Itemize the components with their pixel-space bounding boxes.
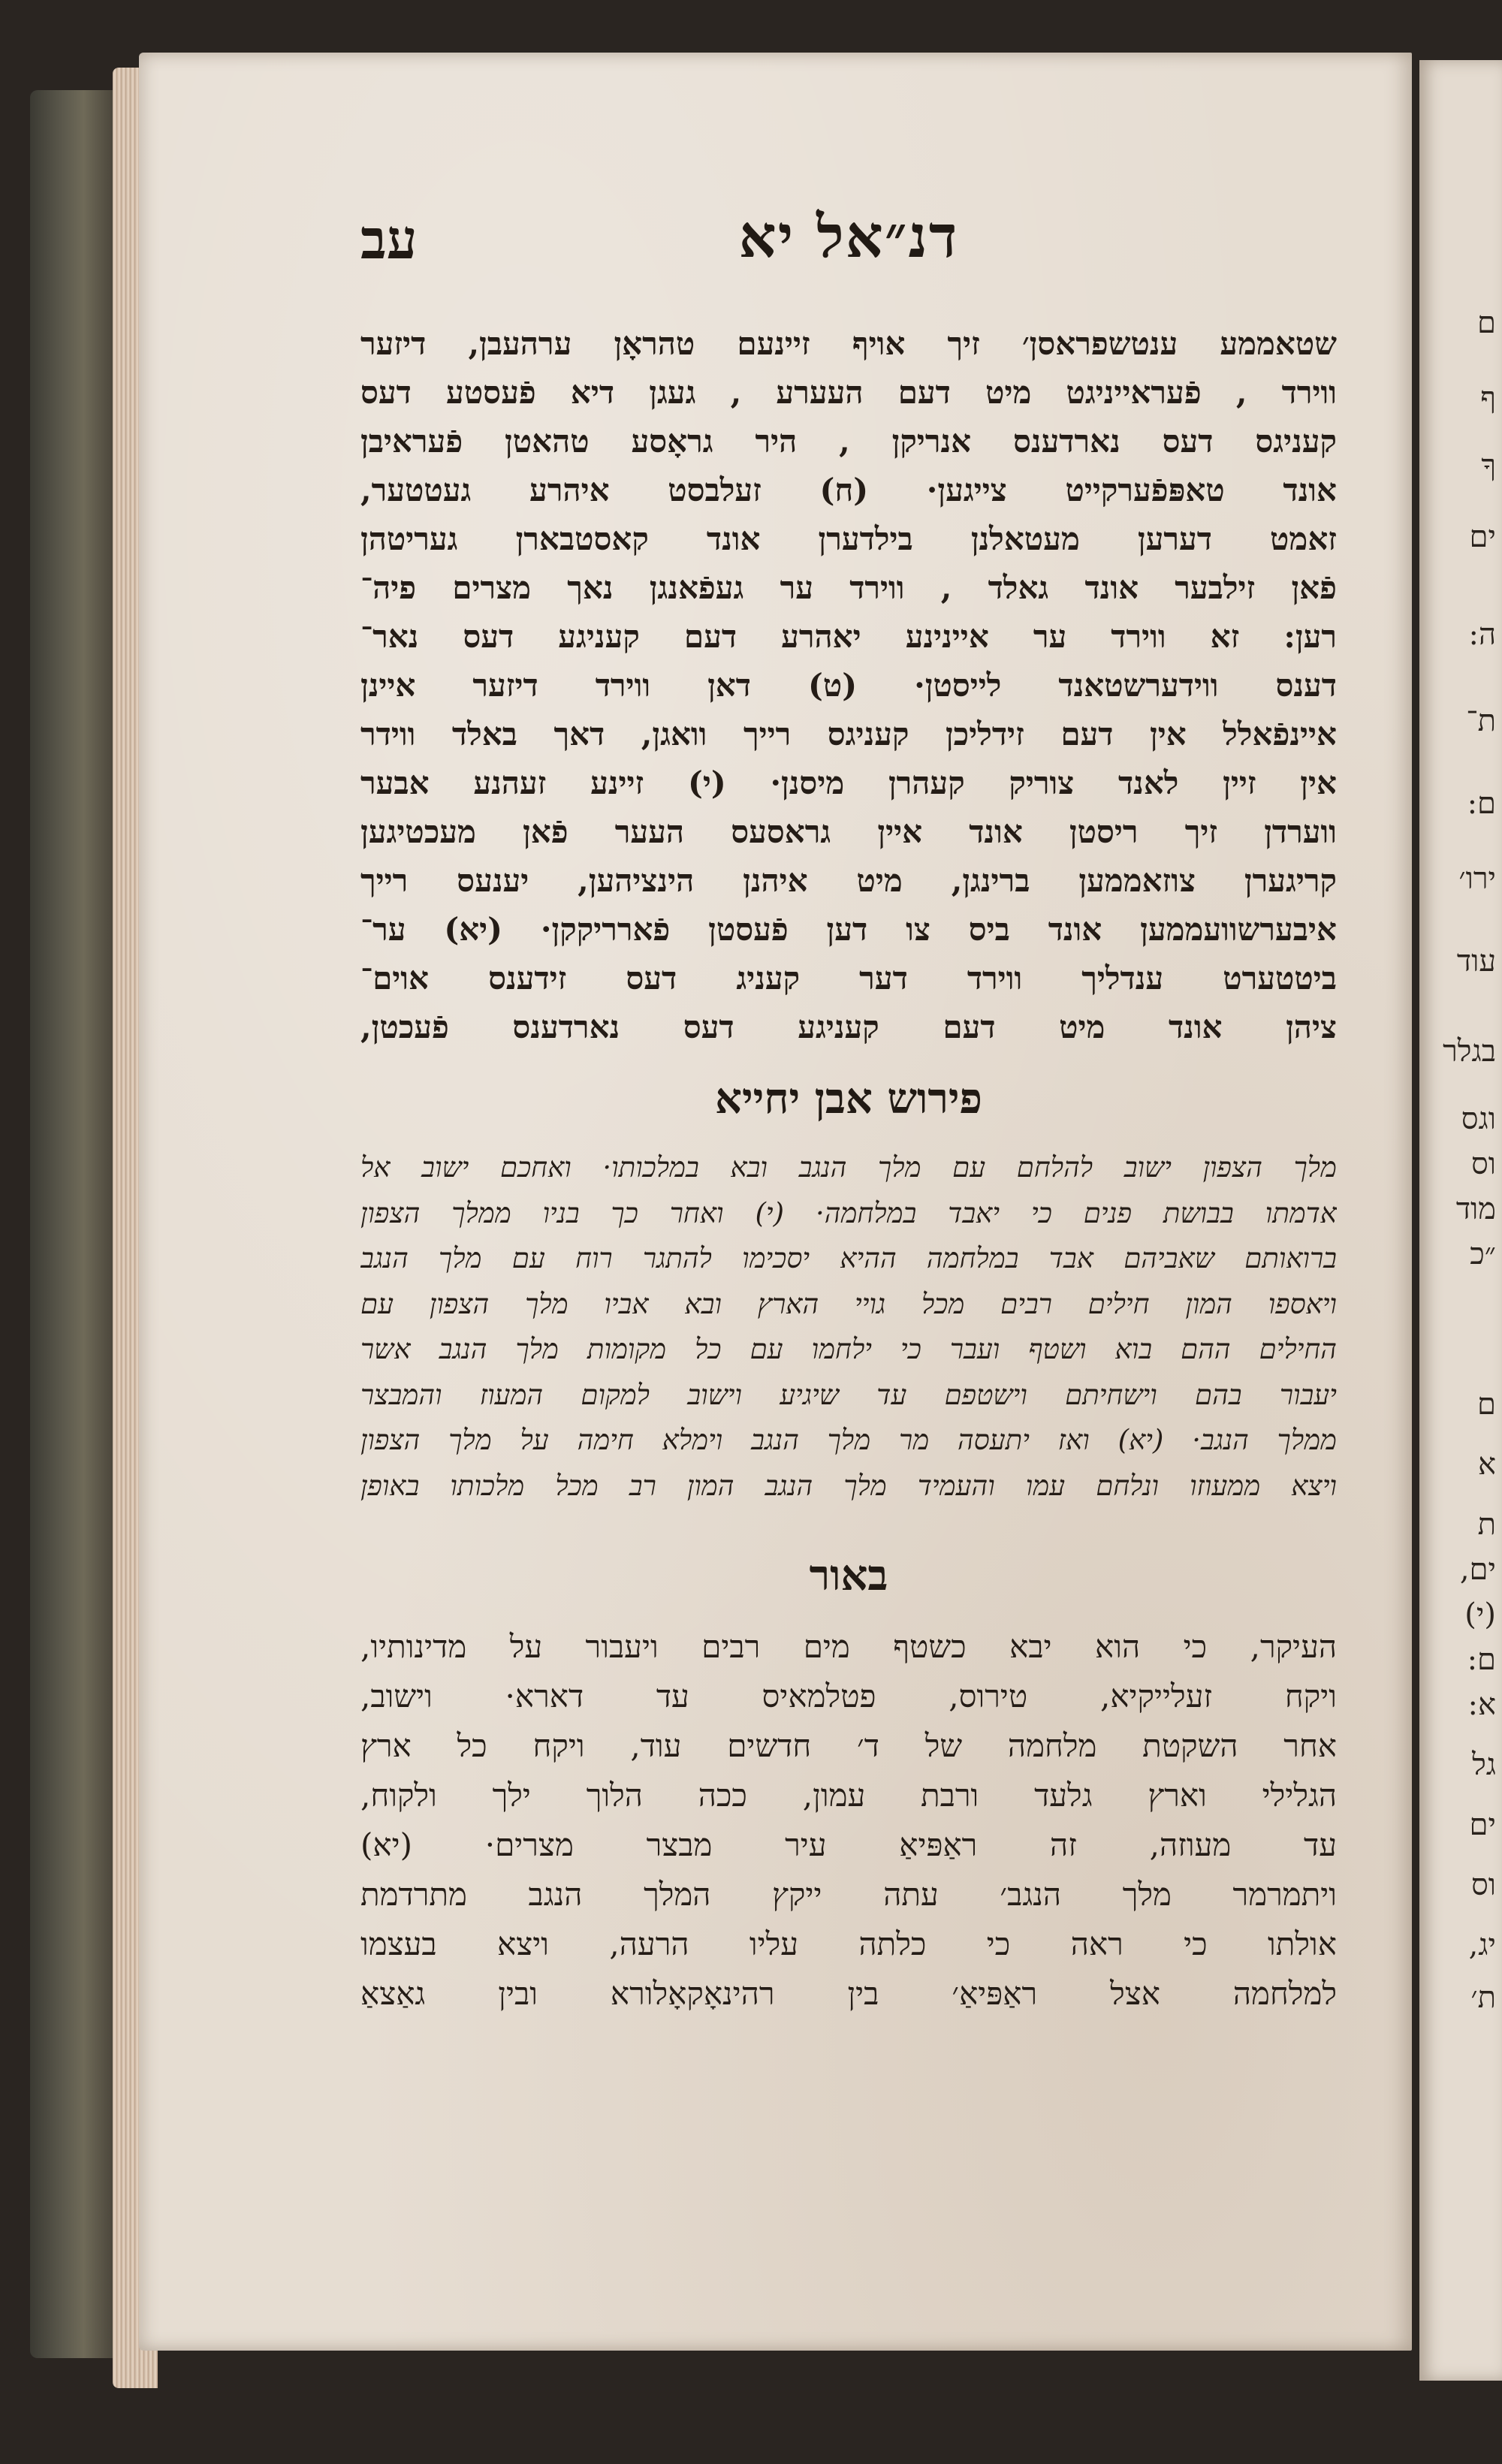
facing-page-fragment: ים, [1459,1552,1496,1587]
text-line: ברואותם שאביהם אבד במלחמה ההיא יסכימו להתגר רוח עם מלך הנגב [360,1242,1337,1274]
text-line: שטאממע ענטשפראסן׳ זיך אויף זיינעם טהראָן ערהעבן, דיזער [360,325,1337,362]
text-line: ממלך הנגב· (יא) ואז יתעסה מר מלך הנגב וימלא חימה על מלך הצפון [360,1424,1337,1456]
facing-page-fragment: ה: [1468,617,1496,652]
page-header [360,203,1337,285]
facing-page-fragment: בגלר [1443,1034,1496,1069]
facing-page-fragment: ים [1469,1808,1496,1842]
text-line: דענס ווידערשטאנד לייסטן· (ט) דאן ווירד דיזער איינן [360,667,1337,704]
text-line: אחר השקטת מלחמה של ד׳ חדשים עוד, ויקח כל ארץ [360,1727,1337,1764]
text-line: ציהן אונד מיט דעם קעניגע דעס נארדענס פֿעכטן, [360,1009,1337,1045]
facing-page-fragment: וגס [1461,1102,1496,1136]
text-line: ווערדן זיך ריסטן אונד איין גראסעס העער פֿאן מעכטיגען [360,813,1337,850]
text-line: עד מעוזה, זה ראַפּיאַ עיר מבצר מצרים· (יא) [360,1826,1337,1863]
text-line: ויאספו המון חילים רבים מכל גויי הארץ ובא אביו מלך הצפון עם [360,1287,1337,1320]
facing-page-fragment: ם [1477,306,1496,340]
text-line: רען: זא ווירד ער איינינע יאהרע דעם קעניגע דעס נאר־ [360,618,1337,655]
facing-page-fragment: ת [1477,1507,1496,1542]
facing-page-fragment: וס [1471,1147,1496,1181]
text-line: הגלילי וארץ גלעד ורבת עמון, ככה הלוך ילך ולקוח, [360,1777,1337,1814]
facing-page-edge [1419,60,1502,2381]
facing-page-fragment: מוד [1455,1192,1496,1226]
running-title: דנ״אל יא [738,203,959,271]
facing-page-fragment: ת׳ [1470,1980,1496,2015]
facing-page-fragment: ם [1477,1387,1496,1422]
facing-page-fragment: ים [1469,520,1496,554]
facing-page-fragment: גל [1472,1748,1496,1782]
translation-text [360,319,1337,1051]
text-line: מלך הצפון ישוב להלחם עם מלך הנגב ובא במלכותו· ואחכם ישוב אל [360,1151,1337,1184]
text-line: איבערשוועממען אונד ביס צו דען פֿעסטן פֿארריקקן· (יא) ער־ [360,911,1337,948]
text-line: ויצא ממעוזו ונלחם עמו והעמיד מלך הנגב המון רב מכל מלכותו באופן [360,1469,1337,1502]
text-line: החילים ההם בוא ושטף ועבר כי ילחמו עם כל מקומות מלך הנגב אשר [360,1333,1337,1365]
text-line: ביטטערט ענדליך ווירד דער קעניג דעס זידענס אוים־ [360,960,1337,997]
text-line: אולתו כי ראה כי כלתה עליו הרעה, ויצא בעצמו [360,1926,1337,1962]
text-line: ויתמרמר מלך הנגב׳ עתה ייקץ המלך הנגב מתרדמת [360,1876,1337,1913]
text-line: פֿאן זילבער אונד גאלד , ווירד ער געפֿאנגן נאך מצרים פיה־ [360,569,1337,606]
section-heading-biur: באור [809,1551,888,1600]
facing-page-fragment: (י) [1464,1597,1496,1632]
text-line: ויקח זעלייקיא, טירוס, פטלמאיס עד דארא· וישוב, [360,1678,1337,1715]
text-line: קעניגס דעס נארדענס אנריקן , היר גראָסע טהאטן פֿעראיבן [360,423,1337,460]
text-line: זאמט דערען מעטאלנן בילדערן אונד קאסטבארן געריטהן [360,520,1337,557]
biur-text [360,1622,1337,2019]
text-line: יעבור בהם וישחיתם וישטפם עד שיגיע וישוב למקום המעוז והמבצר [360,1378,1337,1411]
facing-page-fragment: יג, [1468,1928,1496,1962]
facing-page-fragment: א: [1467,1687,1496,1722]
commentary-text [360,1145,1337,1509]
facing-page-fragment: ת־ [1466,704,1496,738]
text-line: אונד טאפּפֿערקייט צייגען· (ח) זעלבסט איהרע געטטער, [360,472,1337,508]
text-line: איינפֿאלל אין דעם זידליכן קעניגס רייך וואגן, דאך באלד ווידר [360,716,1337,752]
section-heading-commentary: פירוש אבן יחייא [715,1074,982,1123]
text-line: למלחמה אצל ראַפּיאַ׳ בין רהינאָקאָלורא ובין גאַצאַ [360,1975,1337,2012]
facing-page-fragment: ם: [1467,786,1496,821]
text-line: קריגערן צוזאממען ברינגן, מיט איהנן הינציהען, יענעס רייך [360,862,1337,899]
text-line: אין זיין לאנד צוריק קעהרן מיסנן· (י) זיינע זעהנע אבער [360,765,1337,801]
facing-page-fragment: ף [1480,381,1496,415]
facing-page-fragment: עוד [1456,944,1496,979]
text-line: העיקר, כי הוא יבא כשטף מים רבים ויעבור על מדינותיו, [360,1628,1337,1665]
facing-page-fragment: ״כ [1470,1237,1496,1271]
facing-page-fragment: ם: [1467,1642,1496,1677]
text-line: אדמתו בבושת פנים כי יאבד במלחמה· (י) ואחר כך בניו ממלך הצפון [360,1196,1337,1229]
facing-page-fragment: ךָ [1481,448,1496,483]
facing-page-fragment: א [1477,1447,1496,1482]
facing-page-fragment: ירו׳ [1458,861,1496,896]
facing-page-fragment: וס [1471,1868,1496,1902]
text-line: ווירד , פֿעראייניגט מיט דעם העערע , געגן דיא פֿעסטע דעס [360,374,1337,411]
page-number: עב [360,207,418,271]
